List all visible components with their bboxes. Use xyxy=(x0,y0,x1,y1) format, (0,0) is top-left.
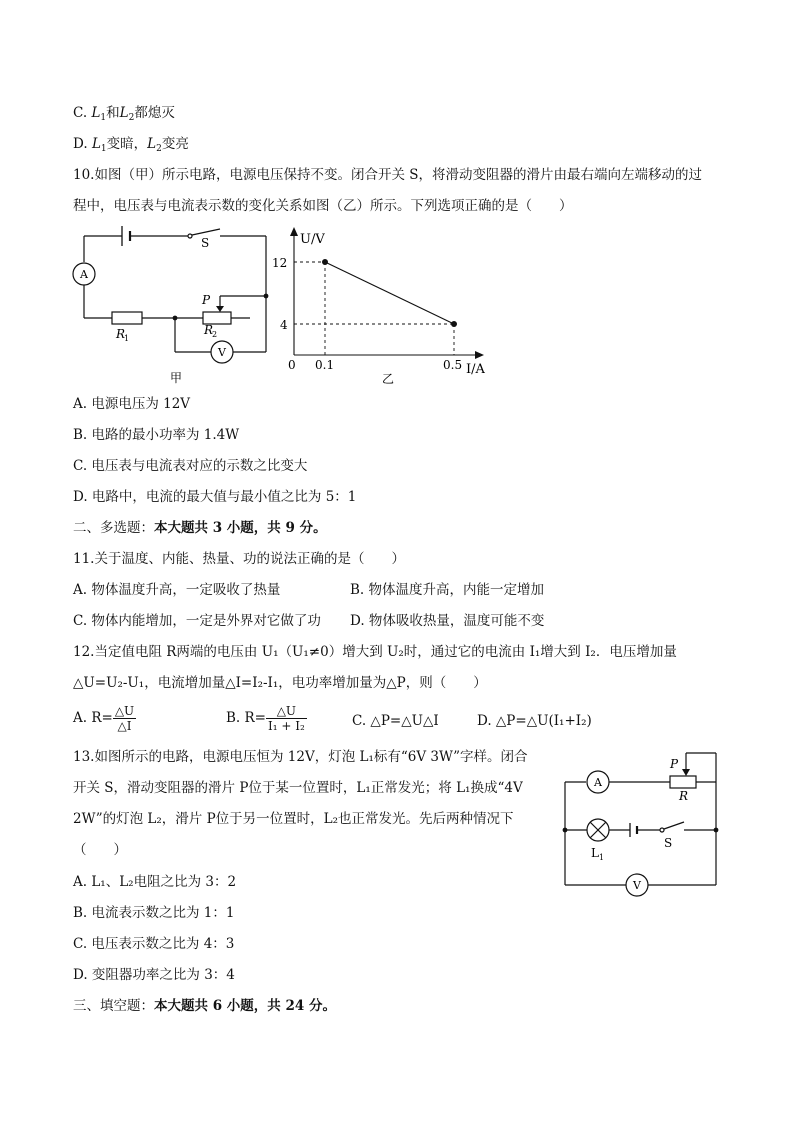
subscript: 1 xyxy=(100,144,107,154)
symbol-l: L xyxy=(91,105,101,121)
q13-circuit xyxy=(560,748,730,893)
text: 都熄灭 xyxy=(134,105,175,121)
q11-option-d: D. 物体吸收热量，温度可能不变 xyxy=(350,613,545,629)
symbol-l: L xyxy=(119,105,129,121)
option-label: D. xyxy=(73,136,92,152)
q12-stem-line2: △U=U₂-U₁，电流增加量△I=I₂-I₁，电功率增加量为△P，则（ ） xyxy=(73,675,487,691)
q13-stem-line1: 13.如图所示的电路，电源电压恒为 12V，灯泡 L₁标有“6V 3W”字样。闭合 xyxy=(73,749,528,765)
q13-stem-line3: 2W”的灯泡 L₂，滑片 P位于另一位置时，L₂也正常发光。先后两种情况下 xyxy=(73,811,514,827)
q11-option-b: B. 物体温度升高，内能一定增加 xyxy=(350,582,545,598)
section-desc: 本大题共 6 小题，共 24 分。 xyxy=(154,998,336,1014)
numerator: △U xyxy=(114,704,135,718)
q12-option-a xyxy=(73,704,136,733)
voltmeter-icon: V xyxy=(633,879,641,892)
q11-stem: 11.关于温度、内能、热量、功的说法正确的是（ ） xyxy=(73,551,405,567)
text: 变亮 xyxy=(161,136,189,152)
q13-option-a: A. L₁、L₂电阻之比为 3：2 xyxy=(73,874,237,890)
q12-option-c: C. △P=△U△I xyxy=(352,713,439,729)
tick-0-1: 0.1 xyxy=(315,358,335,372)
denominator: △I xyxy=(117,719,132,733)
q10-stem-line1: 10.如图（甲）所示电路，电源电压保持不变。闭合开关 S，将滑动变阻器的滑片由最右端向左端移动的过 xyxy=(73,167,703,183)
numerator: △U xyxy=(266,704,307,719)
tick-0-5: 0.5 xyxy=(443,358,463,372)
data-point-start xyxy=(322,259,328,265)
q10-option-d: D. 电路中，电流的最大值与最小值之比为 5：1 xyxy=(73,489,357,505)
switch-label: S xyxy=(201,236,210,250)
q11-option-c: C. 物体内能增加，一定是外界对它做了功 xyxy=(73,613,321,629)
section-prefix: 二、多选题： xyxy=(73,520,154,536)
q12-stem-line1: 12.当定值电阻 R两端的电压由 U₁（U₁≠0）增大到 U₂时，通过它的电流由 I₁增大到 I₂．电压增加量 xyxy=(73,644,677,660)
circuit-caption: 甲 xyxy=(170,371,183,385)
q13-stem-line2: 开关 S，滑动变阻器的滑片 P位于某一位置时，L₁正常发光；将 L₁换成“4V xyxy=(73,780,523,796)
y-axis-label: U/V xyxy=(300,232,325,247)
slider-label: P xyxy=(670,757,679,771)
slider-label: P xyxy=(202,293,211,307)
r2-label: R xyxy=(204,323,214,337)
q13-option-c: C. 电压表示数之比为 4：3 xyxy=(73,936,235,952)
q13-stem-line4: （ ） xyxy=(73,842,127,858)
switch-label: S xyxy=(664,836,673,850)
q12-option-b xyxy=(226,704,307,733)
text: 和 xyxy=(106,105,120,121)
q10-stem-line2: 程中，电压表与电流表示数的变化关系如图（乙）所示。下列选项正确的是（ ） xyxy=(73,198,573,214)
section-desc: 本大题共 3 小题，共 9 分。 xyxy=(154,520,327,536)
tick-12: 12 xyxy=(272,256,288,270)
symbol-l: L xyxy=(147,136,157,152)
voltmeter-icon: V xyxy=(218,346,226,359)
text: 变暗， xyxy=(106,136,148,152)
subscript: 2 xyxy=(128,113,135,123)
lamp-subscript: 1 xyxy=(599,853,605,862)
q10-option-b: B. 电路的最小功率为 1.4W xyxy=(73,427,240,443)
q12-option-d: D. △P=△U(I₁+I₂) xyxy=(477,713,592,729)
fraction xyxy=(113,704,136,733)
ammeter-icon: A xyxy=(594,776,602,789)
q10-graph-yi xyxy=(270,225,490,385)
ammeter-icon: A xyxy=(80,268,88,281)
r1-subscript: 1 xyxy=(124,334,130,343)
data-point-end xyxy=(451,321,457,327)
denominator: I₁ + I₂ xyxy=(267,719,305,733)
q10-circuit-jia xyxy=(70,222,280,387)
section-heading-multi-choice xyxy=(73,519,327,537)
rheostat-label: R xyxy=(679,789,689,803)
section-prefix: 三、填空题： xyxy=(73,998,154,1014)
subscript: 1 xyxy=(100,113,107,123)
q10-option-c: C. 电压表与电流表对应的示数之比变大 xyxy=(73,458,308,474)
option-label: C. xyxy=(73,105,92,121)
q11-option-a: A. 物体温度升高，一定吸收了热量 xyxy=(73,582,281,598)
q9-option-c xyxy=(73,104,175,122)
fraction xyxy=(266,704,307,733)
origin-label: 0 xyxy=(288,358,296,372)
r1-label: R xyxy=(116,327,126,341)
option-label: B. R= xyxy=(226,710,266,726)
section-heading-fill-blank xyxy=(73,997,336,1015)
q10-option-a: A. 电源电压为 12V xyxy=(73,396,191,412)
q9-option-d xyxy=(73,135,189,153)
x-axis-label: I/A xyxy=(466,362,485,377)
lamp-label: L xyxy=(591,846,599,860)
option-label: A. R= xyxy=(73,710,113,726)
q13-option-d: D. 变阻器功率之比为 3：4 xyxy=(73,967,235,983)
tick-4: 4 xyxy=(280,318,288,332)
subscript: 2 xyxy=(156,144,162,154)
q13-option-b: B. 电流表示数之比为 1：1 xyxy=(73,905,235,921)
r2-subscript: 2 xyxy=(212,330,218,339)
symbol-l: L xyxy=(91,136,101,152)
graph-caption: 乙 xyxy=(382,372,395,386)
